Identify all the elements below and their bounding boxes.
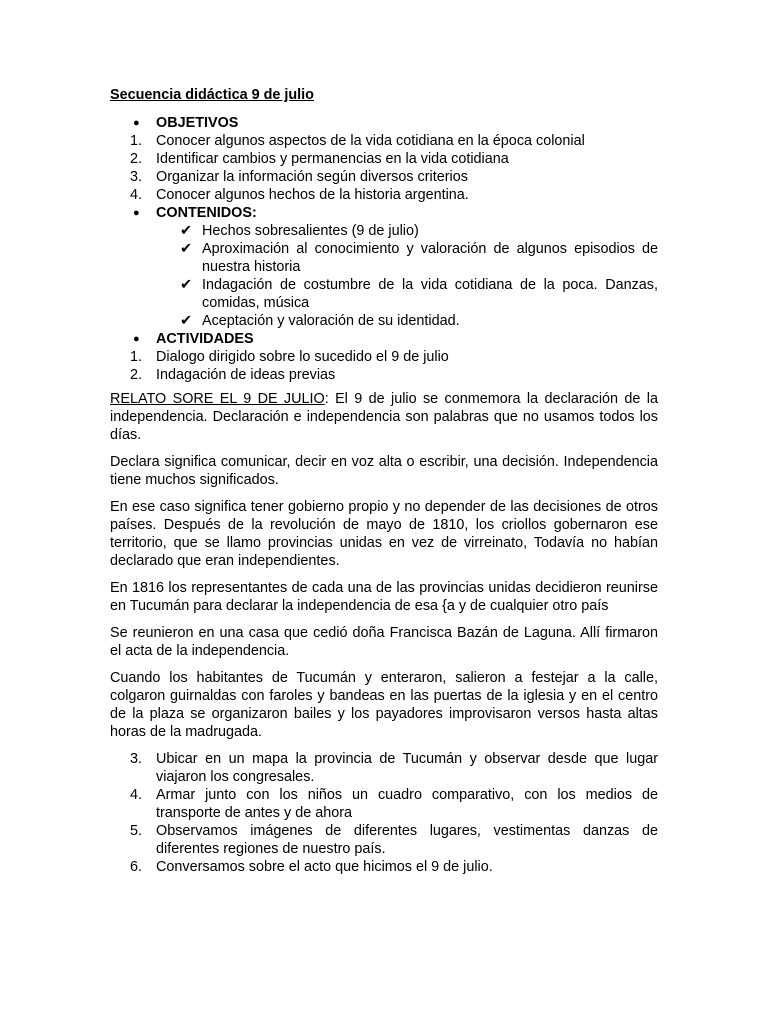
- list-item: 1. Conocer algunos aspectos de la vida cotidiana en la época colonial: [130, 133, 585, 149]
- checkmark-icon: ✔: [180, 277, 193, 293]
- paragraph: En ese caso significa tener gobierno propio y no depender de las decisiones de otros países. Después de la revolución de mayo de 1810, los criollos gobernaron ese territorio, que se llamo provincias unidas en vez de virreinato, Todavía no habían declarado que eran independientes.: [110, 499, 658, 569]
- list-item: 6. Conversamos sobre el acto que hicimos el 9 de julio.: [130, 859, 493, 875]
- list-item: 1. Dialogo dirigido sobre lo sucedido el 9 de julio: [130, 349, 449, 365]
- section-heading-contenidos: ● CONTENIDOS:: [133, 205, 257, 221]
- checklist-item: ✔ Aproximación al conocimiento y valoración de algunos episodios de nuestra historia: [180, 241, 658, 275]
- list-item: 5. Observamos imágenes de diferentes lugares, vestimentas danzas de diferentes regiones de nuestro país.: [130, 823, 658, 857]
- section-heading-actividades: ● ACTIVIDADES: [133, 331, 254, 347]
- checkmark-icon: ✔: [180, 313, 193, 329]
- bullet-icon: ●: [133, 333, 140, 345]
- list-item: 4. Armar junto con los niños un cuadro comparativo, con los medios de transporte de antes y de ahora: [130, 787, 658, 821]
- paragraph: Cuando los habitantes de Tucumán y enteraron, salieron a festejar a la calle, colgaron guirnaldas con faroles y bandeas en las puertas de la iglesia y en el centro de la plaza se organizaron bailes y los payadores improvisaron versos hasta altas horas de la madrugada.: [110, 670, 658, 740]
- list-item: 3. Ubicar en un mapa la provincia de Tucumán y observar desde que lugar viajaron los congresales.: [130, 751, 658, 785]
- section-heading-objetivos: ● OBJETIVOS: [133, 115, 239, 131]
- relato-paragraph: RELATO SORE EL 9 DE JULIO: El 9 de julio se conmemora la declaración de la independencia. Declaración e independencia son palabras que no usamos todos los días.: [110, 391, 658, 443]
- document-body: [110, 86, 658, 876]
- list-item: 3. Organizar la información según diversos criterios: [130, 169, 468, 185]
- list-item: 2. Indagación de ideas previas: [130, 367, 336, 383]
- paragraph: Se reunieron en una casa que cedió doña Francisca Bazán de Laguna. Allí firmaron el acta de la independencia.: [110, 625, 658, 659]
- bullet-icon: ●: [133, 207, 140, 219]
- paragraph: En 1816 los representantes de cada una de las provincias unidas decidieron reunirse en Tucumán para declarar la independencia de esa {a y de cualquier otro país: [110, 580, 658, 614]
- relato-label: RELATO SORE EL 9 DE JULIO: [110, 391, 325, 407]
- checklist-item: ✔ Hechos sobresalientes (9 de julio): [180, 223, 419, 239]
- checklist-item: ✔ Aceptación y valoración de su identidad.: [180, 313, 460, 329]
- paragraph: Declara significa comunicar, decir en voz alta o escribir, una decisión. Independencia tiene muchos significados.: [110, 454, 658, 488]
- checkmark-icon: ✔: [180, 241, 193, 257]
- list-item: 4. Conocer algunos hechos de la historia argentina.: [130, 187, 469, 203]
- document-title: Secuencia didáctica 9 de julio: [110, 87, 314, 103]
- list-item: 2. Identificar cambios y permanencias en la vida cotidiana: [130, 151, 509, 167]
- checklist-item: ✔ Indagación de costumbre de la vida cotidiana de la poca. Danzas, comidas, música: [180, 277, 658, 311]
- checkmark-icon: ✔: [180, 223, 193, 239]
- bullet-icon: ●: [133, 117, 140, 129]
